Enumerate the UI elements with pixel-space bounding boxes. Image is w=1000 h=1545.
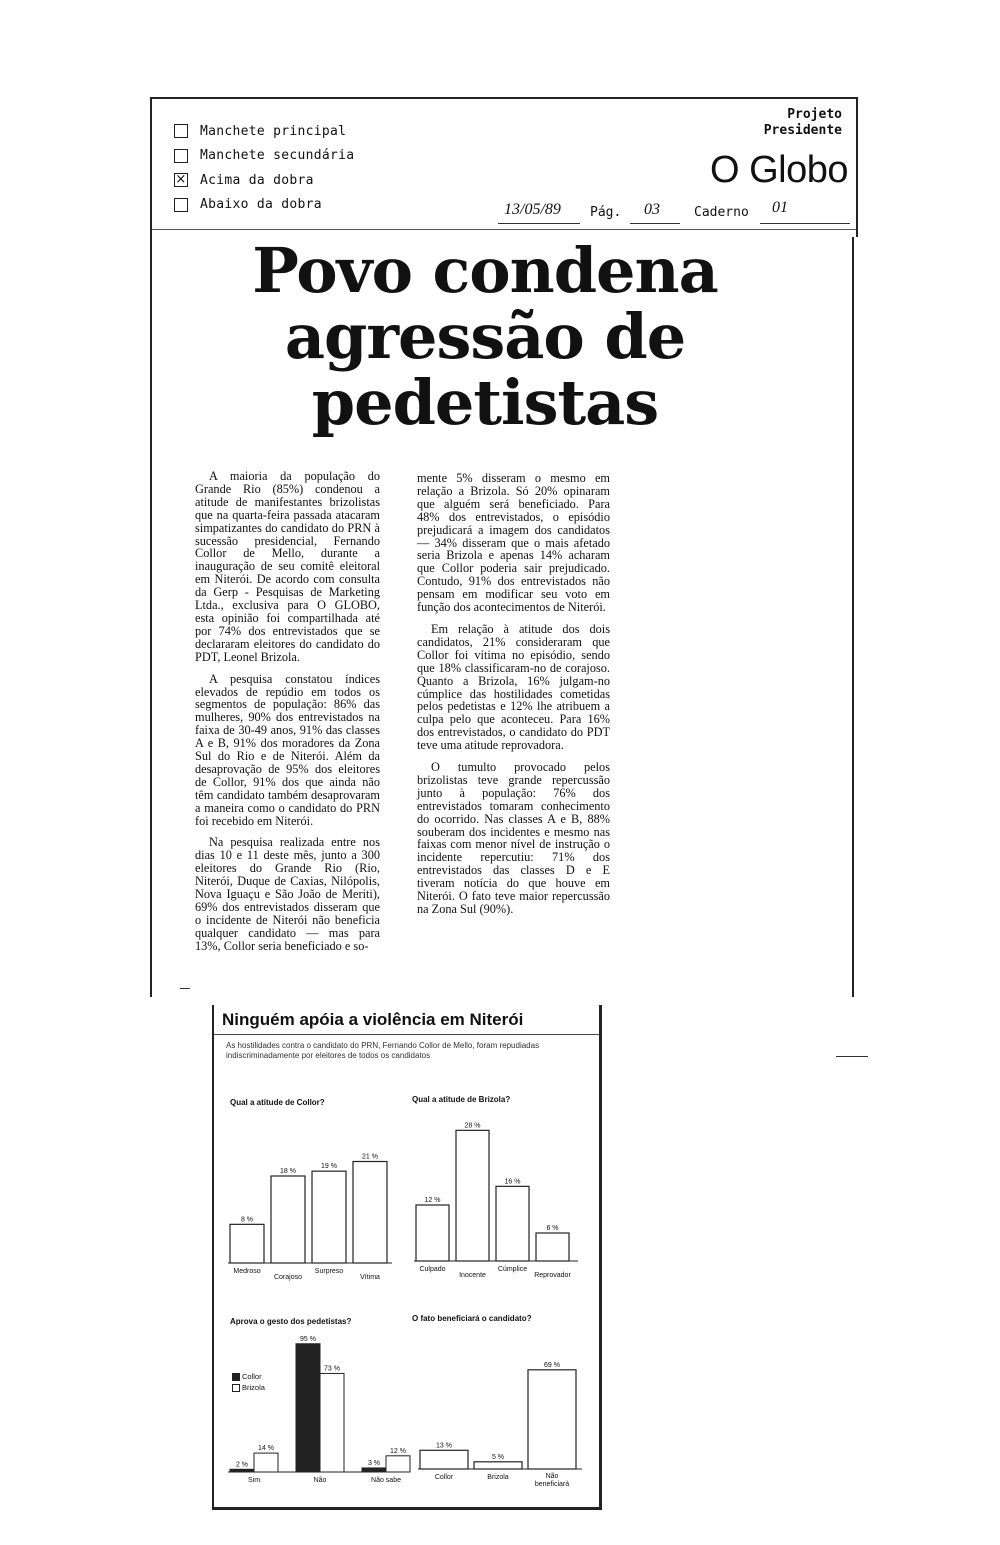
bar <box>230 1224 264 1263</box>
checkbox-box[interactable] <box>174 149 188 163</box>
paragraph: O tumulto provocado pelos brizolistas teve grande repercussão junto à população: 76% dos entrevistados tomaram conhecimento do ocorrido. Nas classes A e B, 88% souberam dos incidentes e mesmo nas faixas com menor nível de instrução o incidente repercutiu: 71% dos entrevistados das classes D e E tiveram notícia do que houve em Niterói. O fato teve maior repercussão na Zona Sul (90%). <box>417 760 610 916</box>
category-label: Inocente <box>459 1272 486 1279</box>
legend-item-collor <box>232 1371 265 1382</box>
bar-value-label: 12 % <box>390 1447 406 1455</box>
bar <box>254 1453 278 1472</box>
category-label: Não sabe <box>371 1477 401 1484</box>
bar-value-label: 12 % <box>424 1197 441 1204</box>
project-line-2: Presidente <box>763 123 842 138</box>
bar <box>320 1373 344 1472</box>
category-label: Culpado <box>419 1266 446 1273</box>
page-label: Pág. <box>590 205 622 220</box>
bar-value-label: 21 % <box>362 1153 378 1161</box>
checkbox-label: Abaixo da dobra <box>200 197 322 213</box>
bar <box>230 1469 254 1472</box>
paragraph: Na pesquisa realizada entre nos dias 10 e 11 deste mês, junto a 300 eleitores do Grande Rio (Rio, Niterói, Duque de Caxias, Nilópolis, Nova Iguaçu e São João de Meriti), 69% dos entrevistados disseram que o incidente de Niterói não beneficia qualquer candidato — mas para 13%, Collor seria beneficiado e so- <box>195 835 380 953</box>
bar <box>362 1468 386 1472</box>
bar-value-label: 28 % <box>464 1122 481 1130</box>
date-value: 13/05/89 <box>504 201 561 218</box>
bar <box>271 1176 305 1263</box>
bar-value-label: 16 % <box>504 1178 521 1186</box>
bar-value-label: 73 % <box>324 1365 340 1373</box>
chart-box-title: Ninguém apóia a violência em Niterói <box>222 1010 524 1029</box>
category-label: Não <box>545 1473 559 1480</box>
headline-line-3: pedetistas <box>311 366 659 439</box>
bar-value-label: 3 % <box>367 1459 381 1467</box>
category-label: Reprovador <box>534 1272 571 1279</box>
legend-swatch-brizola <box>232 1384 240 1392</box>
bar-value-label: 6 % <box>546 1225 559 1232</box>
section-underline <box>760 223 850 224</box>
category-label: Collor <box>434 1474 454 1481</box>
category-label: Não <box>313 1477 327 1484</box>
checkbox-label: Acima da dobra <box>200 172 314 188</box>
headline-line-2: agressão de <box>284 300 686 373</box>
paragraph: mente 5% disseram o mesmo em relação a Brizola. Só 20% opinaram que alguém será beneficiado. Para 48% dos entrevistados, o episódio prejudicará a imagem dos candidatos — 34% disseram que o mais afetado seria Brizola e apenas 14% acharam que Collor poderia sair prejudicado. Contudo, 91% dos entrevistados não pensam em modificar seu voto em função dos acontecimentos de Niterói. <box>417 471 610 615</box>
legend-item-brizola <box>232 1382 265 1393</box>
project-line-1: Projeto <box>787 107 842 122</box>
category-label: Corajoso <box>273 1274 303 1281</box>
scan-mark <box>180 988 190 989</box>
date-underline <box>498 223 580 224</box>
legend <box>232 1371 265 1393</box>
category-label: Surpreso <box>314 1268 344 1275</box>
section-label: Caderno <box>694 205 749 220</box>
legend-label-brizola: Brizola <box>242 1383 265 1392</box>
scan-mark <box>836 1056 868 1057</box>
bar-value-label: 18 % <box>280 1168 296 1175</box>
headline-line-1: Povo condena <box>252 234 718 307</box>
category-label: Brizola <box>487 1474 509 1481</box>
page-underline <box>630 223 680 224</box>
bar-value-label: 14 % <box>258 1445 274 1453</box>
bar-value-label: 95 % <box>300 1335 316 1343</box>
bar <box>420 1450 468 1469</box>
checkbox-list <box>174 119 354 217</box>
bar-value-label: 8 % <box>240 1216 254 1224</box>
bar <box>536 1233 569 1261</box>
checkbox-item-abaixo-da-dobra[interactable] <box>174 193 354 218</box>
paragraph: Em relação à atitude dos dois candidatos, 21% consideraram que Collor foi vítima no episódio, sendo que 18% classificaram-no de corajoso. Quanto a Brizola, 16% julgam-no cúmplice das hostilidades cometidas pelos pedetistas e 12% lhe atribuem a culpa pelo que aconteceu. Para 16% dos entrevistados, o candidato do PDT teve uma atitude reprovadora. <box>417 621 610 753</box>
charts-svg <box>214 1005 599 1505</box>
bar <box>296 1344 320 1472</box>
project-label <box>764 107 842 139</box>
section-value: 01 <box>772 199 788 216</box>
bar <box>528 1370 576 1469</box>
bar-value-label: 69 % <box>544 1361 560 1369</box>
checkbox-label: Manchete principal <box>200 123 347 139</box>
bar <box>496 1186 529 1261</box>
category-label: Medroso <box>233 1268 261 1275</box>
bar <box>312 1171 346 1263</box>
bar <box>474 1462 522 1469</box>
checkbox-box-checked[interactable]: × <box>175 172 187 188</box>
category-label: Cúmplice <box>497 1266 528 1273</box>
category-label: Sim <box>247 1477 261 1484</box>
panel-title-collor: Qual a atitude de Collor? <box>230 1098 325 1107</box>
clipping-form <box>150 97 858 237</box>
newspaper-name: O Globo <box>709 149 848 191</box>
legend-label-collor: Collor <box>242 1372 262 1381</box>
checkbox-item-manchete-secundaria[interactable] <box>174 144 354 169</box>
panel-title-aprova: Aprova o gesto dos pedetistas? <box>230 1317 352 1326</box>
legend-swatch-collor <box>232 1373 240 1381</box>
category-label: Vítima <box>360 1274 380 1281</box>
article-right-rule <box>852 237 854 997</box>
paragraph: A maioria da população do Grande Rio (85%) condenou a atitude de manifestantes brizolistas que na quarta-feira passada atacaram simpatizantes do candidato do PRN à sucessão presidencial, Fernando Collor de Mello, durante a inauguração de seu comitê eleitoral em Niterói. De acordo com consulta da Gerp - Pesquisas de Marketing Ltda., exclusiva para O GLOBO, esta opinião foi compartilhada até por 74% dos entrevistados que se declararam eleitores do candidato do PDT, Leonel Brizola. <box>195 469 380 664</box>
checkbox-box[interactable] <box>174 198 188 212</box>
article-headline <box>215 234 755 439</box>
checkbox-box[interactable] <box>174 124 188 138</box>
bar-value-label: 5 % <box>491 1453 505 1461</box>
checkbox-item-acima-da-dobra[interactable] <box>174 168 354 193</box>
panel-title-brizola: Qual a atitude de Brizola? <box>412 1095 511 1104</box>
checkbox-label: Manchete secundária <box>200 148 355 164</box>
bar-value-label: 13 % <box>436 1442 452 1450</box>
article-column-2 <box>417 472 610 925</box>
chart-box <box>212 1005 602 1510</box>
bar <box>416 1205 449 1261</box>
article-left-rule <box>150 237 152 997</box>
paragraph: A pesquisa constatou índices elevados de repúdio em todos os segmentos de população: 86% das mulheres, 90% dos entrevistados na faixa de 30-49 anos, 91% das classes A e B, 91% dos moradores da Zona Sul do Rio e de Niterói. Além da desaprovação de 95% dos eleitores de Collor, 91% dos que ainda não têm candidato também desaprovaram a maneira como o candidato do PRN foi recebido em Niterói. <box>195 671 380 828</box>
checkbox-item-manchete-principal[interactable] <box>174 119 354 144</box>
panel-title-beneficia: O fato beneficiará o candidato? <box>412 1314 532 1323</box>
bar-value-label: 2 % <box>235 1461 249 1469</box>
page-value: 03 <box>644 201 660 218</box>
chart-box-subtitle: As hostilidades contra o candidato do PRN, Fernando Collor de Mello, foram repudiadas indiscriminadamente por eleitores de todos os candidatos <box>226 1041 540 1060</box>
bar <box>386 1456 410 1472</box>
article-column-1 <box>195 470 380 962</box>
category-label: beneficiará <box>534 1481 570 1488</box>
form-bottom-rule <box>152 229 856 230</box>
bar <box>456 1130 489 1261</box>
bar <box>353 1162 387 1264</box>
bar-value-label: 19 % <box>321 1163 337 1171</box>
